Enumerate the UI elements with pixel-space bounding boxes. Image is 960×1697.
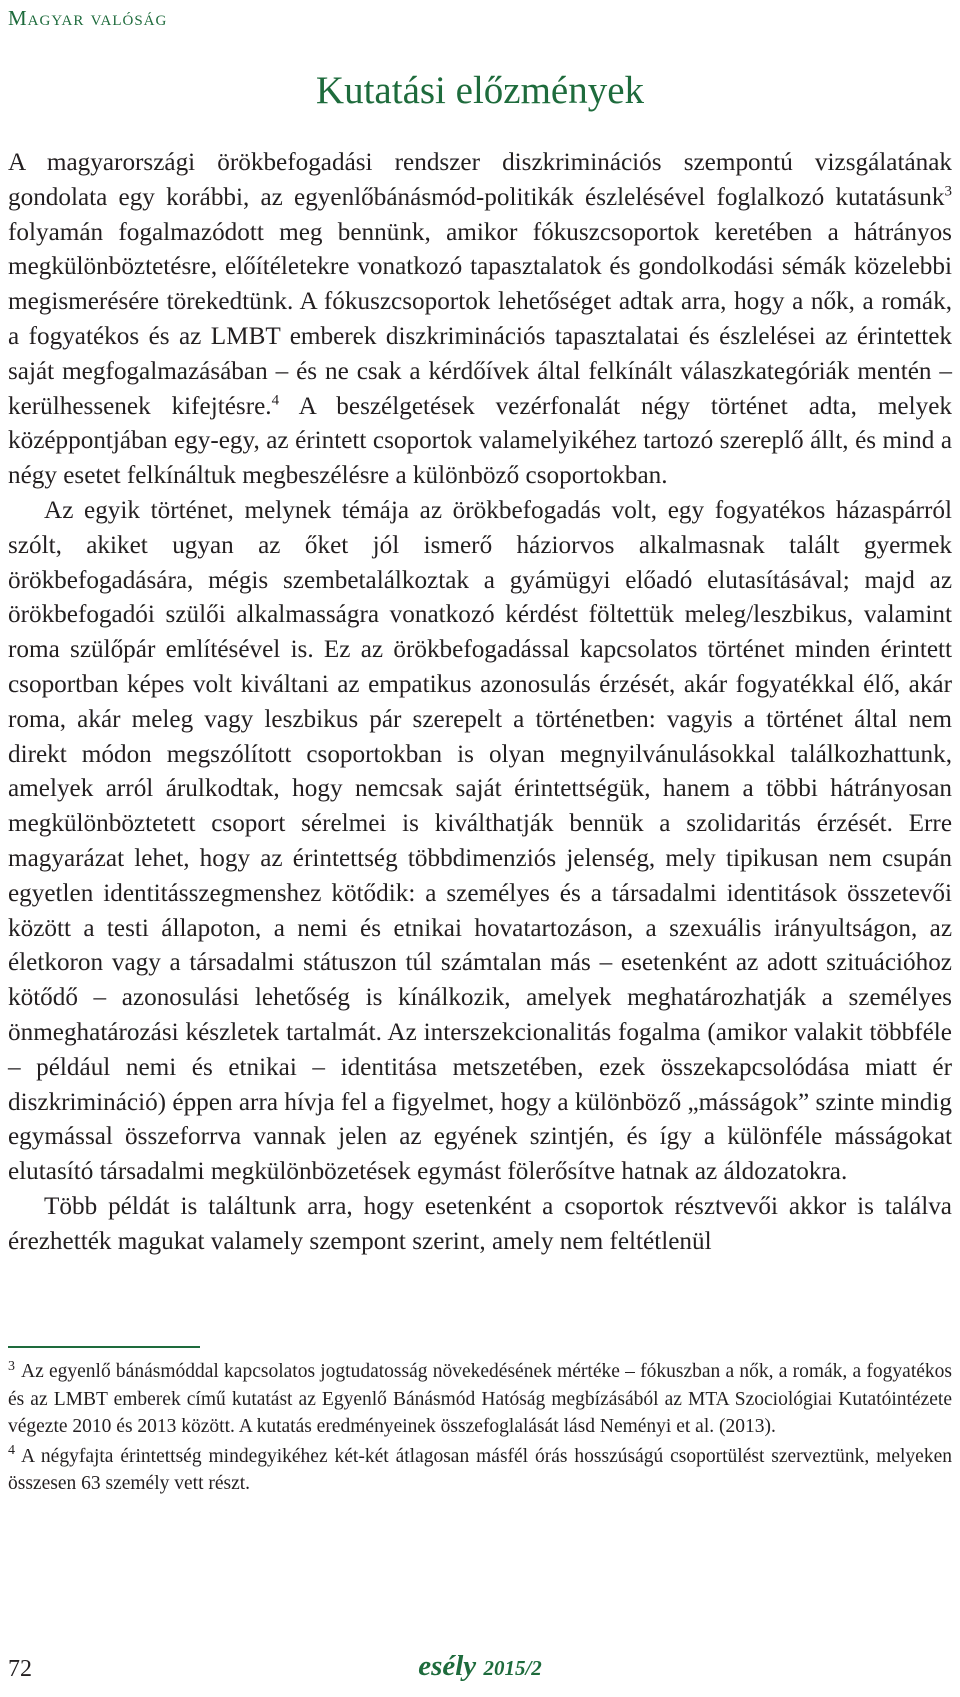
journal-name: esély bbox=[418, 1650, 477, 1682]
footnote-ref-3: 3 bbox=[944, 183, 952, 200]
paragraph-1-part-3: A beszélgetések vezérfonalát négy történet adta, melyek középpontjában egy-egy, az érintett csoportok valamelyikéhez tartozó szereplő állt, és mind a négy esetet felkínáltuk megbeszélésre a különböző csoportokban. bbox=[8, 392, 952, 490]
paragraph-1-part-1: A magyarországi örökbefogadási rendszer diszkriminációs szempontú vizsgálatának gondolata egy korábbi, az egyenlőbánásmód-politikák észlelésével foglalkozó kutatásunk bbox=[8, 149, 952, 211]
section-title: Kutatási előzmények bbox=[315, 69, 645, 112]
footnote-text: Az egyenlő bánásmóddal kapcsolatos jogtudatosság növekedésének mértéke – fókuszban a nők, a romák, a fogyatékos és az LMBT emberek című kutatást az Egyenlő Bánásmód Hatóság megbízásából az MTA Szociológiai Kutatóintézete végezte 2010 és 2013 között. A kutatás eredményeinek összefoglalását lásd Neményi et al. (2013). bbox=[8, 1361, 952, 1437]
footnote-ref-4: 4 bbox=[271, 392, 280, 409]
paragraph-2: Az egyik történet, melynek témája az örökbefogadás volt, egy fogyatékos házaspárról szólt, akiket ugyan az őket jól ismerő háziorvos alkalmasnak talált gyermek örökbefogadására, mégis szembetalálkoztak a gyámügyi előadó elutasításával; majd az örökbefogadói szülői alkalmasságra vonatkozó kérdést föltettük meleg/leszbikus, valamint roma szülőpár említésével is. Ez az örökbefogadással kapcsolatos történet minden érintett csoportban képes volt kiváltani az empatikus azonosulás érzését, akár fogyatékkal élő, akár roma, akár meleg vagy leszbikus pár szerepelt a történetben: vagyis a történet által nem direkt módon megszólított csoportokban is olyan megnyilvánulásokkal találkozhattunk, amelyek arról árulkodtak, hogy nemcsak saját érintettségük, hanem a többi hátrányosan megkülönböztetett csoport sérelmei is kiválthatják bennük a szolidaritás érzését. Erre magyarázat lehet, hogy az érintettség többdimenziós jelenség, mely tipikusan nem csupán egyetlen identitásszegmenshez kötődik: a személyes és a társadalmi identitások összetevői között a testi állapoton, a nemi és etnikai hovatartozáson, a szexuális irányultságon, az életkoron vagy a társadalmi státuszon túl számtalan más – esetenként az adott szituációhoz kötődő – azonosulási lehetőség is kínálkozik, amelyek meghatározhatják a személyes önmeghatározási készletek tartalmát. Az interszekcionalitás fogalma (amikor valakit többféle – például nemi és etnikai – identitása metszetében, ezek összekapcsolódása miatt ér diszkrimináció) éppen arra hívja fel a figyelmet, hogy a különböző „másságok” szinte mindig egymással összeforrva vannak jelen az egyének szintjén, és így a különféle másságokat elutasító társadalmi megkülönbözetések egymást fölerősítve hatnak az áldozatokra. bbox=[8, 496, 952, 1186]
footnote-number: 3 bbox=[8, 1358, 15, 1374]
running-head: Magyar valóság bbox=[8, 6, 168, 30]
body-text bbox=[8, 146, 952, 1260]
footnote-number: 4 bbox=[8, 1443, 15, 1458]
footnote-divider bbox=[8, 1346, 200, 1348]
page-number: 72 bbox=[8, 1656, 32, 1682]
footnote-text: A négyfajta érintettség mindegyikéhez két-két átlagosan másfél órás hosszúságú csoportülést szerveztünk, melyeken összesen 63 személy vett részt. bbox=[8, 1445, 952, 1494]
paragraph-1-part-2: folyamán fogalmazódott meg bennünk, amikor fókuszcsoportok keretében a hátrányos megkülönböztetésre, előítéletekre vonatkozó tapasztalatok és gondolkodási sémák közelebbi megismerésére törekedtünk. A fókuszcsoportok lehetőséget adtak arra, hogy a nők, a romák, a fogyatékos és az LMBT emberek diszkriminációs tapasztalatai és észlelései az érintettek saját megfogalmazásában – és ne csak a kérdőívek által felkínált válaszkategóriák mentén – kerülhessenek kifejtésre. bbox=[8, 218, 952, 420]
paragraph-1 bbox=[8, 146, 952, 494]
paragraph-3: Több példát is találtunk arra, hogy esetenként a csoportok résztvevői akkor is találva érezhették magukat valamely szempont szerint, amely nem feltétlenül bbox=[8, 1192, 952, 1255]
journal-issue: 2015/2 bbox=[483, 1656, 542, 1680]
journal-footer bbox=[0, 1650, 960, 1683]
footnote-3 bbox=[8, 1358, 952, 1441]
footnotes bbox=[8, 1358, 952, 1500]
footnote-4 bbox=[8, 1443, 952, 1498]
